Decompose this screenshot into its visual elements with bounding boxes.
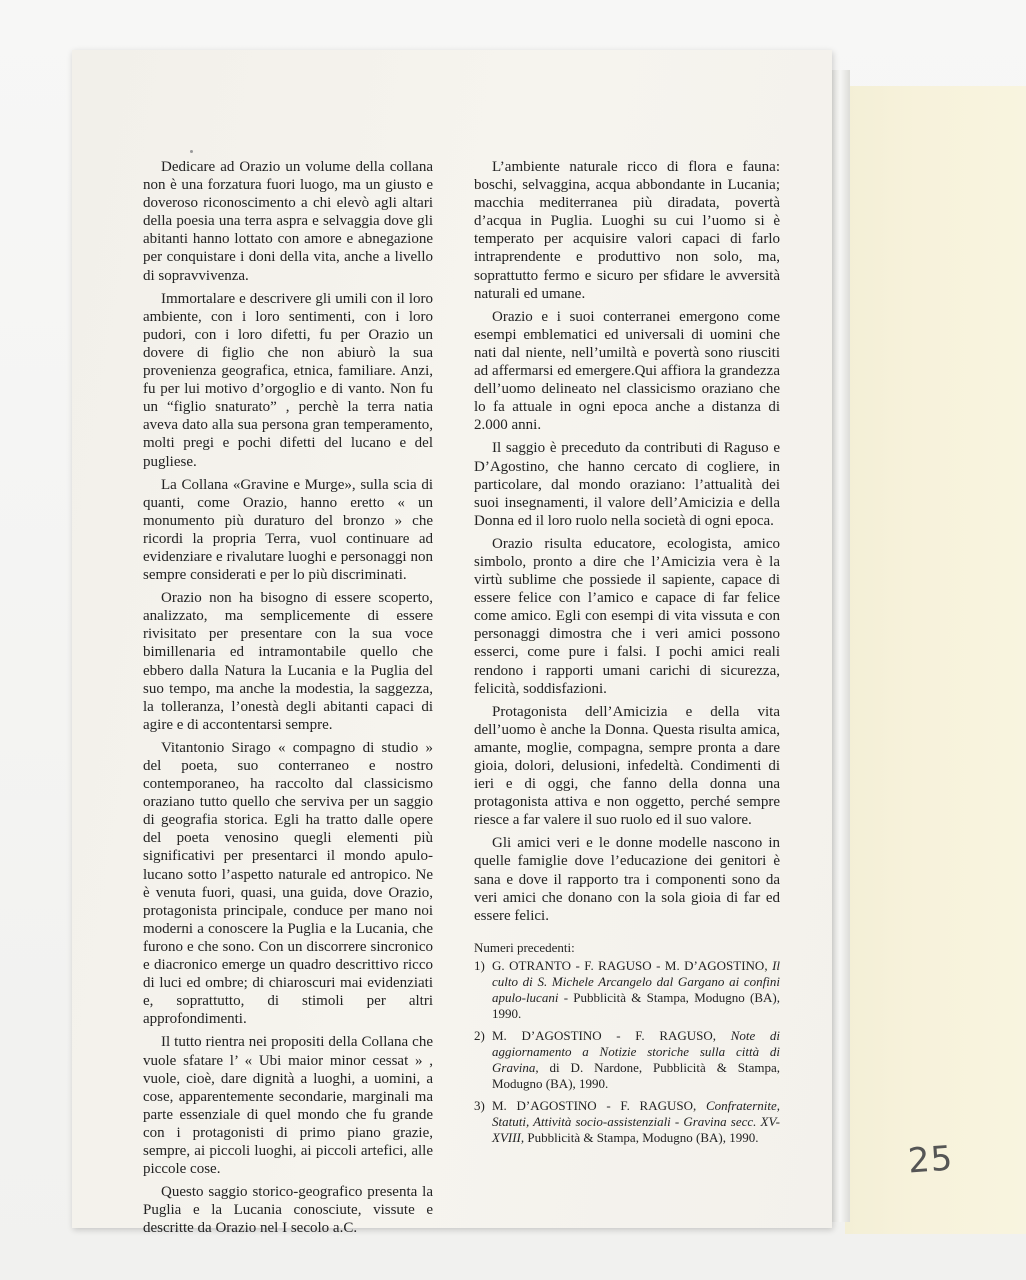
reference-authors: M. D’AGOSTINO - F. RAGUSO, <box>492 1027 717 1043</box>
paragraph: Orazio risulta educatore, ecologista, amico simbolo, pronto a dire che l’Amicizia vera è la virtù sublime che possiede il sapiente, capace di essere felice con l’amico e capace di far felice come amico. Egli con esempi di vita vissuta e con personaggi dimostra che i veri amici possono esserci, come pure i falsi. I pochi amici reali rendono i rapporti umani carichi di sicurezza, felicità, soddisfazioni. <box>474 535 780 697</box>
handwritten-page-number: 25 <box>906 1138 955 1182</box>
reference-number: 3) <box>474 1097 485 1113</box>
paragraph: Il tutto rientra nei propositi della Collana che vuole sfatare l’ « Ubi maior minor cessat » , vuole, cioè, dare dignità a luoghi, a uomini, a cose, apparentemente secondarie, marginali ma parte essenziale di quel mondo che fu grande con i protagonisti di primo piano grazie, sempre, ai piccoli luoghi, ai piccoli artefici, alle piccole cose. <box>143 1034 433 1178</box>
paragraph: La Collana «Gravine e Murge», sulla scia di quanti, come Orazio, hanno eretto « un monumento più duraturo del bronzo » che ricordi la propria Terra, vuol continuare ad evidenziare e rivalutare luoghi e personaggi non sempre considerati e per lo più discriminati. <box>143 476 433 584</box>
reference-publisher: Pubblicità & Stampa, Modugno (BA), 1990. <box>524 1129 759 1145</box>
paragraph: Immortalare e descrivere gli umili con il loro ambiente, con i loro sentimenti, con i loro pudori, con i loro difetti, fu per Orazio un dovere di figlio che non abiurò la sua provenienza geografica, etnica, familiare. Anzi, fu per lui motivo d’orgoglio e di vanto. Non fu un “figlio snaturato” , perchè la terra natia aveva dato alla sua persona gran temperamento, molti pregi e pochi difetti del lucano e del pugliese. <box>143 290 433 470</box>
left-column <box>143 158 433 1242</box>
paper-speck <box>190 150 193 153</box>
reference-title: Confraternite, Statuti, Attività socio-assistenziali - Gravina secc. XV-XVIII, <box>492 1097 780 1145</box>
paragraph: L’ambiente naturale ricco di flora e fauna: boschi, selvaggina, acqua abbondante in Lucania; macchia mediterranea più diradata, povertà d’acqua in Puglia. Luoghi su cui l’uomo si è temperato per acquisire valori capaci di farlo intraprendente e produttivo non solo, ma, soprattutto fermo e sicuro per sfidare le avversità naturali ed umane. <box>474 159 780 302</box>
book-cover <box>845 86 1026 1234</box>
paragraph: Vitantonio Sirago « compagno di studio » del poeta, suo conterraneo e nostro contemporaneo, ha raccolto dal classicismo oraziano tutto quello che serviva per un saggio di geografia storica. Egli ha tratto dalle opere del poeta venosino quegli elementi più significativi per presentarci il mondo apulo-lucano sotto l’aspetto naturale ed antropico. Ne è venuta fuori, quasi, una guida, dove Orazio, protagonista principale, conduce per mano noi moderni a conoscere la Puglia e la Lucania, che furono e che sono. Con un discorrere sincronico e diacronico emerge un quadro descrittivo ricco di luci ed ombre; di chiaroscuri mai evidenziati e, soprattutto, di stimoli per altri approfondimenti. <box>143 739 433 1028</box>
reference-body <box>492 1028 780 1092</box>
paragraph: Questo saggio storico-geografico presenta la Puglia e la Lucania conosciute, vissute e descritte da Orazio nel I secolo a.C. <box>143 1184 433 1237</box>
reference-title: Note di aggiornamento a Notizie storiche sulla città di Gravina, <box>492 1027 780 1075</box>
reference-number: 1) <box>474 957 485 973</box>
reference-authors: G. OTRANTO - F. RAGUSO - M. D’AGOSTINO, <box>492 957 768 973</box>
reference-body <box>492 958 780 1022</box>
paragraph: Il saggio è preceduto da contributi di Raguso e D’Agostino, che hanno cercato di cogliere, in particolare, dal mondo oraziano: l’attualità dei suoi insegnamenti, il valore dell’Amicizia e della Donna ed il loro ruolo nella società di ogni epoca. <box>474 440 780 529</box>
reference-publisher: - Pubblicità & Stampa, Modugno (BA), 1990. <box>492 989 780 1021</box>
right-column <box>474 158 780 1152</box>
paragraph: Orazio e i suoi conterranei emergono come esempi emblematici ed universali di uomini che nati dal niente, nell’umiltà e povertà sono riusciti ad affermarsi ed emergere.Qui affiora la grandezza dell’uomo delineato nel classicismo oraziano che lo fa attuale in ogni epoca anche a distanza di 2.000 anni. <box>474 308 780 434</box>
paragraph: Orazio non ha bisogno di essere scoperto, analizzato, ma semplicemente di essere rivisitato per presentare con la sua voce bimillenaria ed intramontabile quello che ebbero dalla Natura la Lucania e la Puglia del suo tempo, ma anche la modestia, la saggezza, la tolleranza, l’onestà degli abitanti capaci di agire e di accontentarsi sempre. <box>143 590 433 733</box>
reference-item <box>474 958 780 1022</box>
reference-number: 2) <box>474 1027 485 1043</box>
reference-item <box>474 1098 780 1146</box>
previous-issues <box>474 940 780 1146</box>
reference-title: Il culto di S. Michele Arcangelo dal Gargano ai confini apulo-lucani <box>492 957 781 1005</box>
paragraph: Protagonista dell’Amicizia e della vita dell’uomo è anche la Donna. Questa risulta amica, amante, moglie, compagna, sempre pronta a dare gioia, dolori, delusioni, infedeltà. Condimenti di ieri e di oggi, che fanno della donna una protagonista attiva e non oggetto, perché sempre riesce a far valere il suo ruolo ed il suo valore. <box>474 703 780 829</box>
reference-publisher: di D. Nardone, Pubblicità & Stampa, Modugno (BA), 1990. <box>492 1059 780 1091</box>
paragraph: Gli amici veri e le donne modelle nascono in quelle famiglie dove l’educazione dei genitori è sana e dove il rapporto tra i componenti sono da veri amici che donano con la sola gioia di far ed essere felici. <box>474 835 780 924</box>
reference-item <box>474 1028 780 1092</box>
previous-issues-heading: Numeri precedenti: <box>474 939 575 955</box>
reference-authors: M. D’AGOSTINO - F. RAGUSO, <box>492 1097 697 1113</box>
book-page <box>72 50 832 1237</box>
previous-issues-list <box>474 958 780 1146</box>
reference-body <box>492 1098 780 1146</box>
paragraph: Dedicare ad Orazio un volume della collana non è una forzatura fuori luogo, ma un giusto e doveroso riconoscimento a chi elevò agli altari della poesia una terra aspra e selvaggia dove gli abitanti hanno lottato con amore e abnegazione per conquistare i doni della vita, anche a livello di sopravvivenza. <box>143 159 433 284</box>
